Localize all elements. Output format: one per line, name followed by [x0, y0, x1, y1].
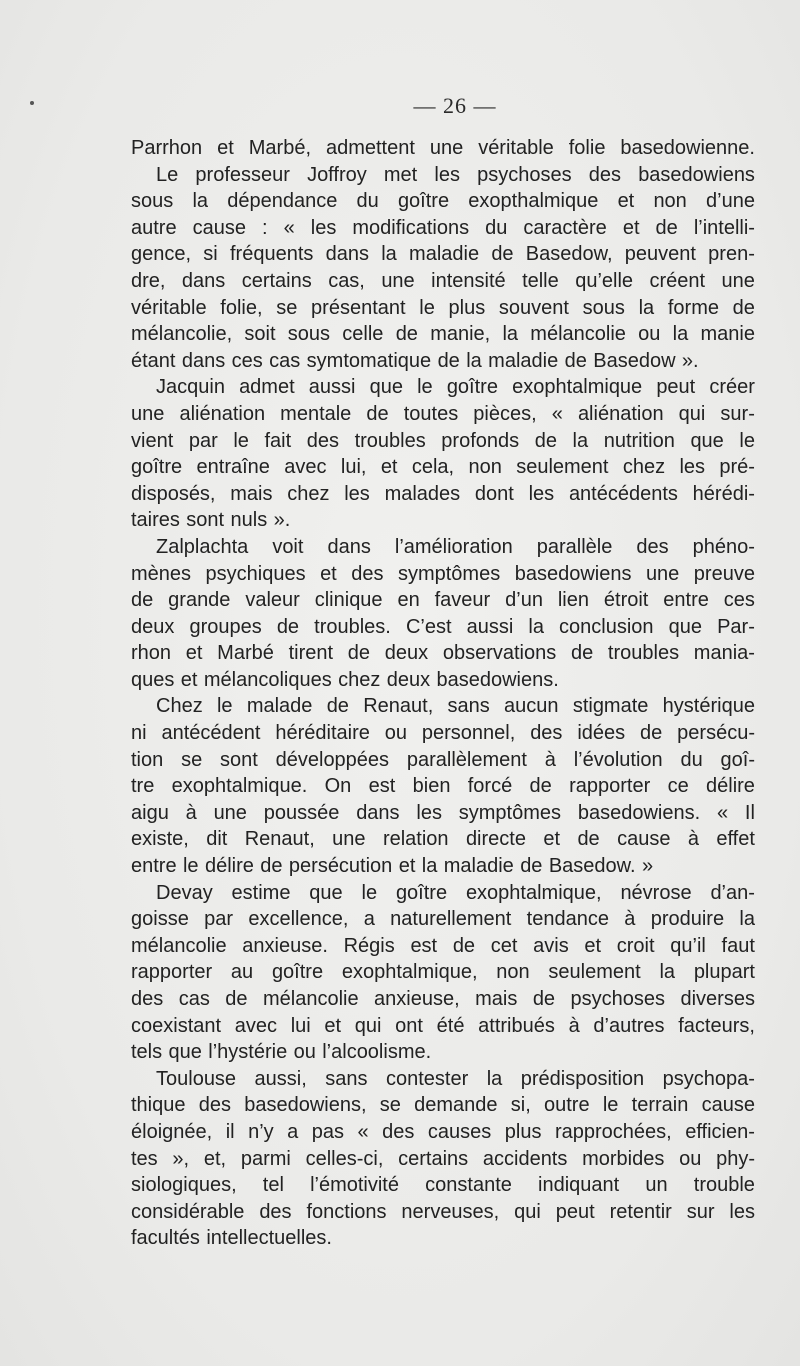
- text-line: existe, dit Renaut, une relation directe et de cause à effet: [131, 828, 755, 851]
- text-line: mélancolie anxieuse. Régis est de cet avis et croit qu’il faut: [131, 934, 755, 957]
- text-line: autre cause : « les modifications du caractère et de l’intelli-: [131, 216, 755, 239]
- text-line: véritable folie, se présentant le plus souvent sous la forme de: [131, 296, 755, 319]
- text-line: Zalplachta voit dans l’amélioration parallèle des phéno-: [156, 535, 755, 558]
- text-line: tels que l’hystérie ou l’alcoolisme.: [131, 1041, 432, 1064]
- page-number: — 26 —: [413, 93, 497, 118]
- text-line: disposés, mais chez les malades dont les antécédents hérédi-: [131, 482, 755, 505]
- text-line: sous la dépendance du goître exopthalmique et non d’une: [131, 190, 755, 213]
- text-line: goisse par excellence, a naturellement tendance à produire la: [131, 908, 755, 931]
- text-line: taires sont nuls ».: [131, 509, 291, 532]
- text-line: ni antécédent héréditaire ou personnel, des idées de persécu-: [131, 722, 755, 745]
- text-line: étant dans ces cas symtomatique de la maladie de Basedow ».: [131, 349, 699, 372]
- text-line: entre le délire de persécution et la maladie de Basedow. »: [131, 855, 654, 878]
- text-line: ques et mélancoliques chez deux basedowiens.: [131, 668, 559, 691]
- text-line: deux groupes de troubles. C’est aussi la conclusion que Par-: [131, 615, 755, 638]
- text-line: coexistant avec lui et qui ont été attribués à d’autres facteurs,: [131, 1014, 755, 1037]
- text-line: Toulouse aussi, sans contester la prédisposition psychopa-: [156, 1067, 755, 1090]
- text-line: tion se sont développées parallèlement à l’évolution du goî-: [131, 748, 755, 771]
- text-line: mélancolie, soit sous celle de manie, la mélancolie ou la manie: [131, 323, 755, 346]
- text-line: dre, dans certains cas, une intensité telle qu’elle créent une: [131, 269, 755, 292]
- text-line: rapporter au goître exophtalmique, non seulement la plupart: [131, 961, 755, 984]
- text-line: aigu à une poussée dans les symptômes basedowiens. « Il: [131, 801, 755, 824]
- text-line: tes », et, parmi celles-ci, certains accidents morbides ou phy-: [131, 1147, 755, 1170]
- text-line: de grande valeur clinique en faveur d’un lien étroit entre ces: [131, 589, 755, 612]
- text-line: mènes psychiques et des symptômes basedowiens une preuve: [131, 562, 755, 585]
- text-line: Devay estime que le goître exophtalmique, névrose d’an-: [156, 881, 755, 904]
- text-line: des cas de mélancolie anxieuse, mais de psychoses diverses: [131, 988, 755, 1010]
- text-line: vient par le fait des troubles profonds de la nutrition que le: [131, 429, 755, 452]
- text-line: Parrhon et Marbé, admettent une véritable folie basedowienne.: [131, 137, 755, 159]
- text-line: considérable des fonctions nerveuses, qui peut retentir sur les: [131, 1200, 755, 1223]
- text-line: rhon et Marbé tirent de deux observations de troubles mania-: [131, 642, 755, 665]
- text-line: thique des basedowiens, se demande si, outre le terrain cause: [131, 1094, 755, 1117]
- text-line: gence, si fréquents dans la maladie de Basedow, peuvent pren-: [131, 243, 755, 266]
- body-text: [131, 135, 755, 1252]
- text-line: facultés intellectuelles.: [131, 1227, 332, 1250]
- text-line: goître entraîne avec lui, et cela, non seulement chez les pré-: [131, 456, 755, 479]
- text-line: siologiques, tel l’émotivité constante indiquant un trouble: [131, 1174, 755, 1197]
- text-line: Le professeur Joffroy met les psychoses des basedowiens: [156, 163, 755, 186]
- text-line: Jacquin admet aussi que le goître exophtalmique peut créer: [156, 376, 755, 399]
- text-line: Chez le malade de Renaut, sans aucun stigmate hystérique: [156, 695, 755, 718]
- text-line: éloignée, il n’y a pas « des causes plus rapprochées, efficien-: [131, 1120, 755, 1143]
- text-line: une aliénation mentale de toutes pièces, « aliénation qui sur-: [131, 402, 755, 425]
- text-line: tre exophtalmique. On est bien forcé de rapporter ce délire: [131, 775, 755, 798]
